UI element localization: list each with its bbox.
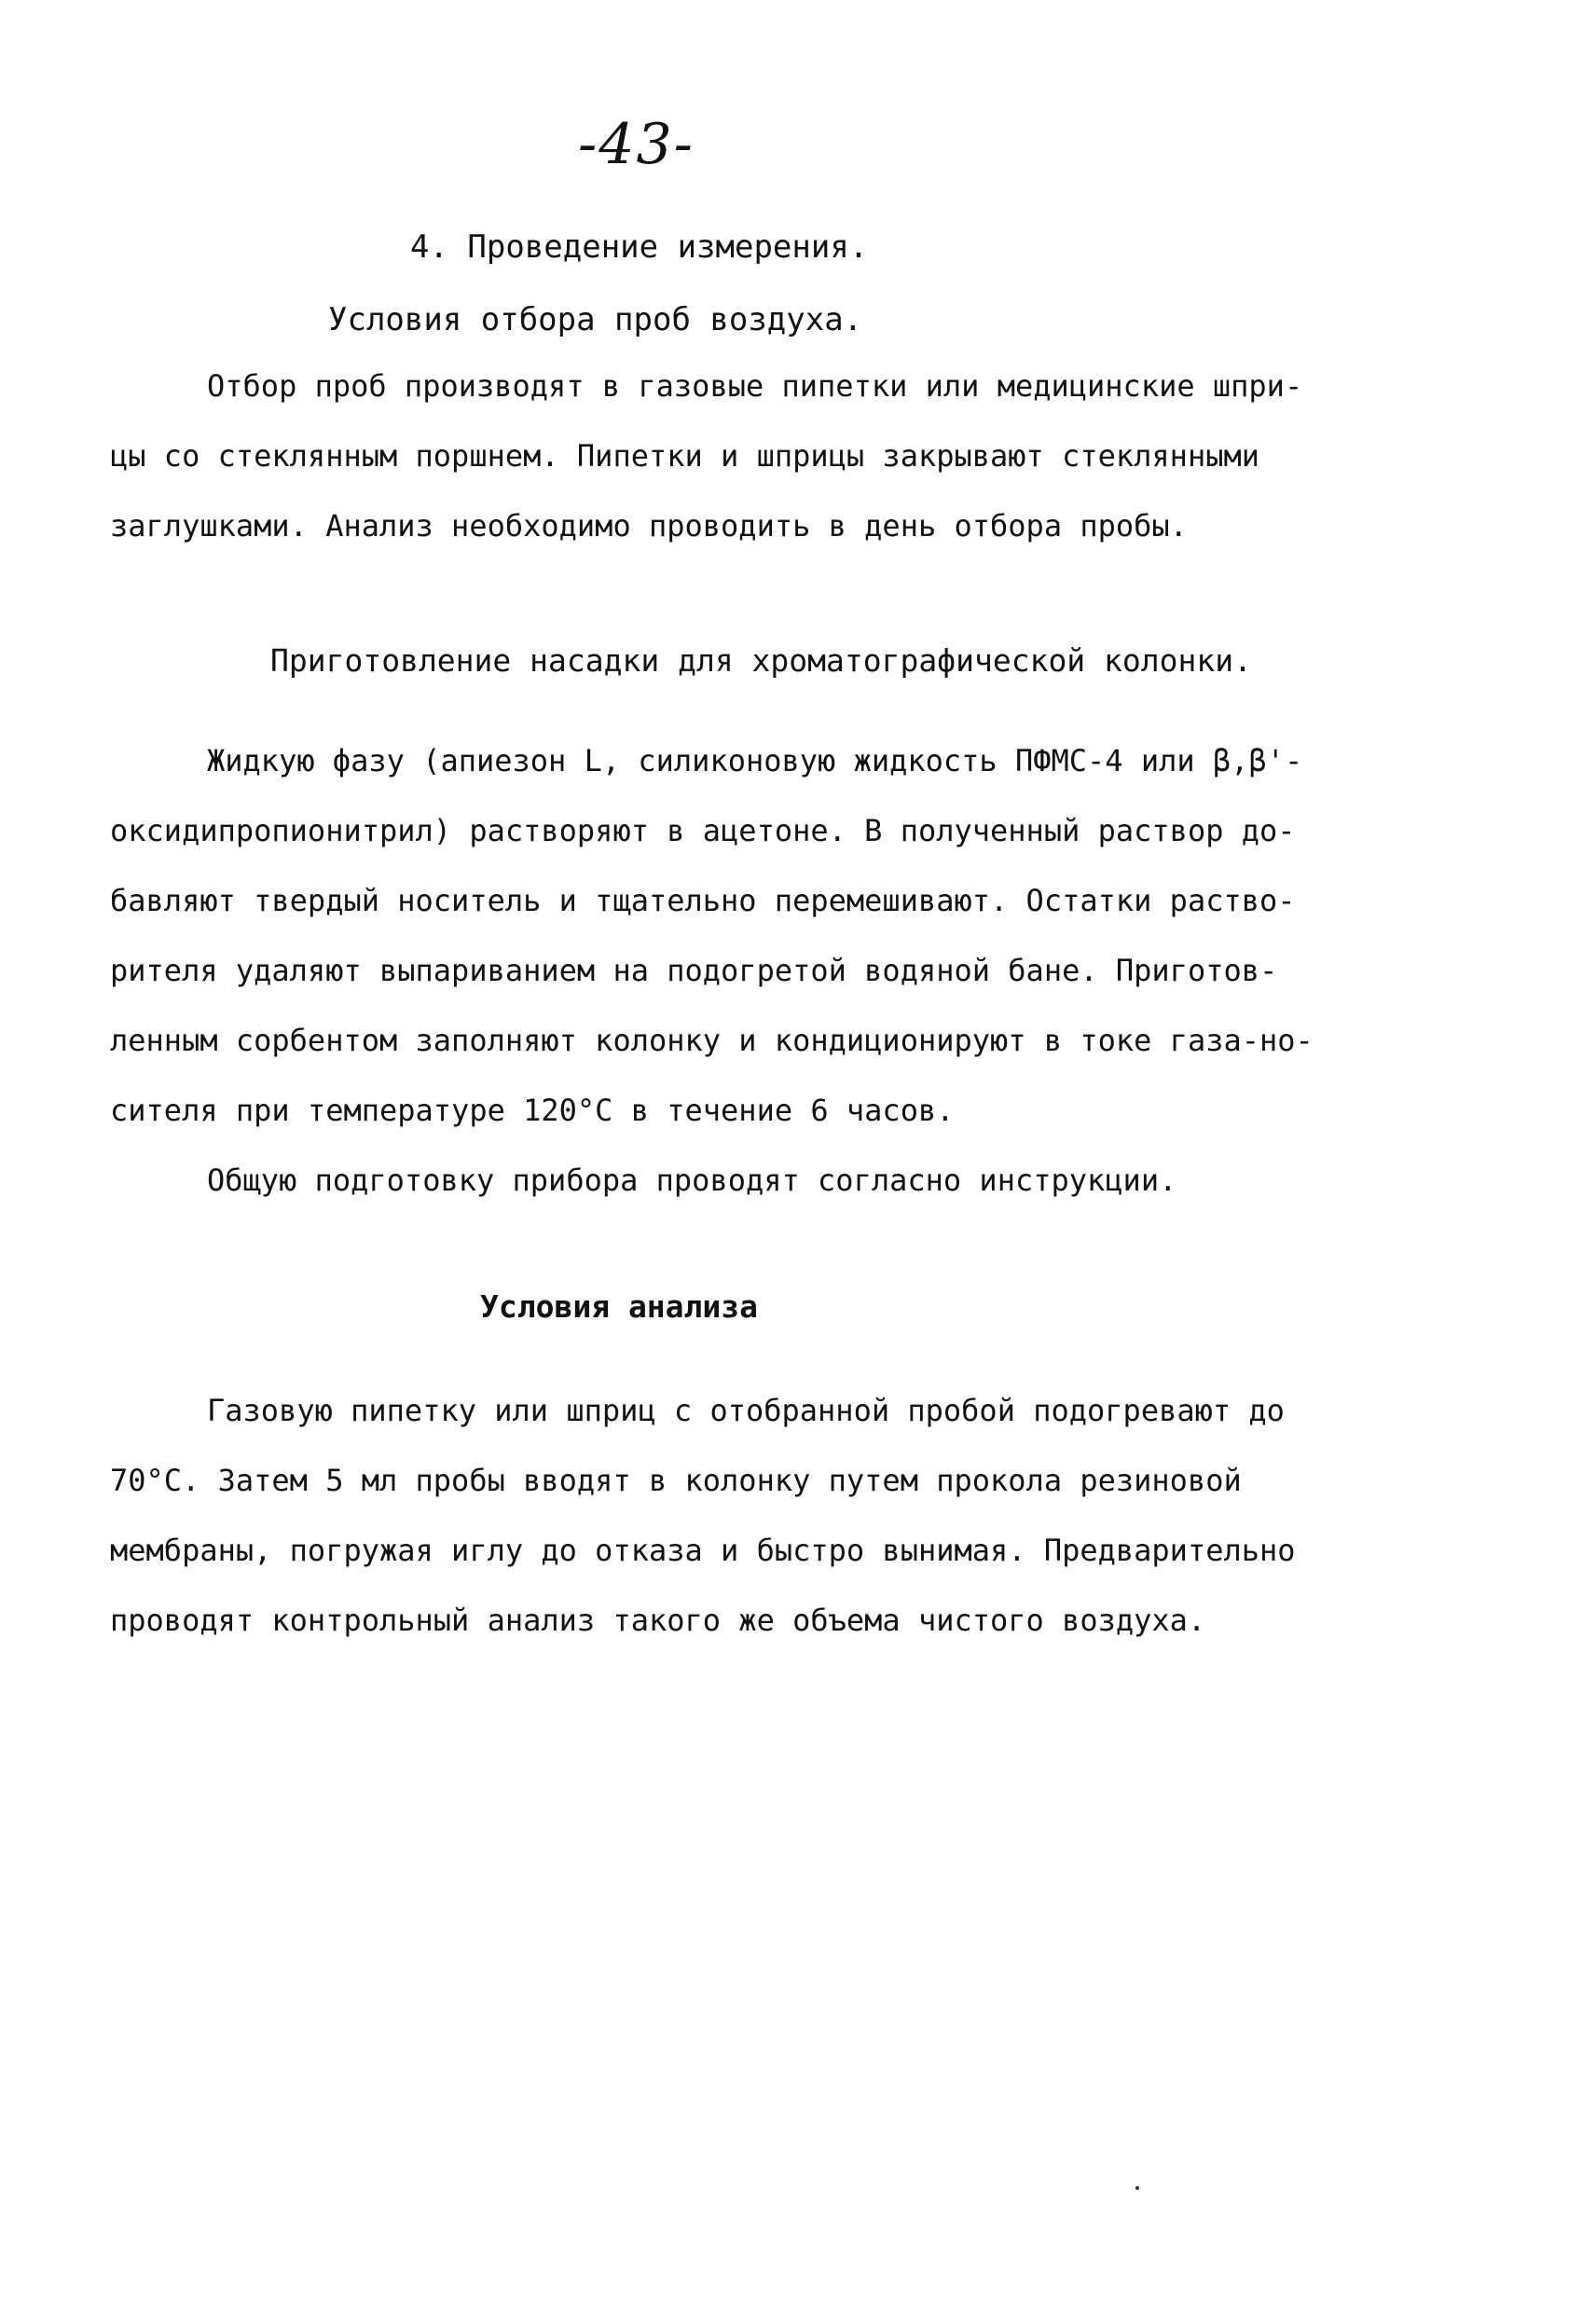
packing-line-5: ленным сорбентом заполняют колонку и кондиционируют в токе газа-но- xyxy=(110,1023,1314,1058)
sampling-line-1: Отбор проб производят в газовые пипетки или медицинские шпри- xyxy=(207,368,1303,404)
sampling-line-3: заглушками. Анализ необходимо проводить в день отбора пробы. xyxy=(110,508,1188,544)
packing-line-2: оксидипропионитрил) растворяют в ацетоне. В полученный раствор до- xyxy=(110,813,1296,848)
packing-heading: Приготовление насадки для хроматографической колонки. xyxy=(270,642,1252,679)
analysis-line-2: 70°С. Затем 5 мл пробы вводят в колонку путем прокола резиновой xyxy=(110,1463,1242,1498)
analysis-heading: Условия анализа xyxy=(480,1288,759,1325)
analysis-line-1: Газовую пипетку или шприц с отобранной пробой подогревают до xyxy=(207,1393,1285,1428)
analysis-line-3: мембраны, погружая иглу до отказа и быстро вынимая. Предварительно xyxy=(110,1533,1296,1568)
section-heading: 4. Проведение измерения. xyxy=(410,228,869,266)
analysis-line-4: проводят контрольный анализ такого же объема чистого воздуха. xyxy=(110,1603,1206,1638)
page-number: -43- xyxy=(578,112,695,177)
sampling-heading: Условия отбора проб воздуха. xyxy=(328,301,863,338)
sampling-line-2: цы со стеклянным поршнем. Пипетки и шприцы закрывают стеклянными xyxy=(110,438,1259,474)
packing-line-3: бавляют твердый носитель и тщательно перемешивают. Остатки раство- xyxy=(110,883,1296,918)
packing-line-4: рителя удаляют выпариванием на подогретой водяной бане. Приготов- xyxy=(110,953,1278,988)
scan-speck xyxy=(1135,2186,1139,2190)
packing-line-6: сителя при температуре 120°С в течение 6 часов. xyxy=(110,1093,955,1128)
packing-line-7: Общую подготовку прибора проводят согласно инструкции. xyxy=(207,1163,1177,1198)
packing-line-1: Жидкую фазу (апиезон L, силиконовую жидкость ПФМС-4 или β,β'- xyxy=(207,743,1303,778)
